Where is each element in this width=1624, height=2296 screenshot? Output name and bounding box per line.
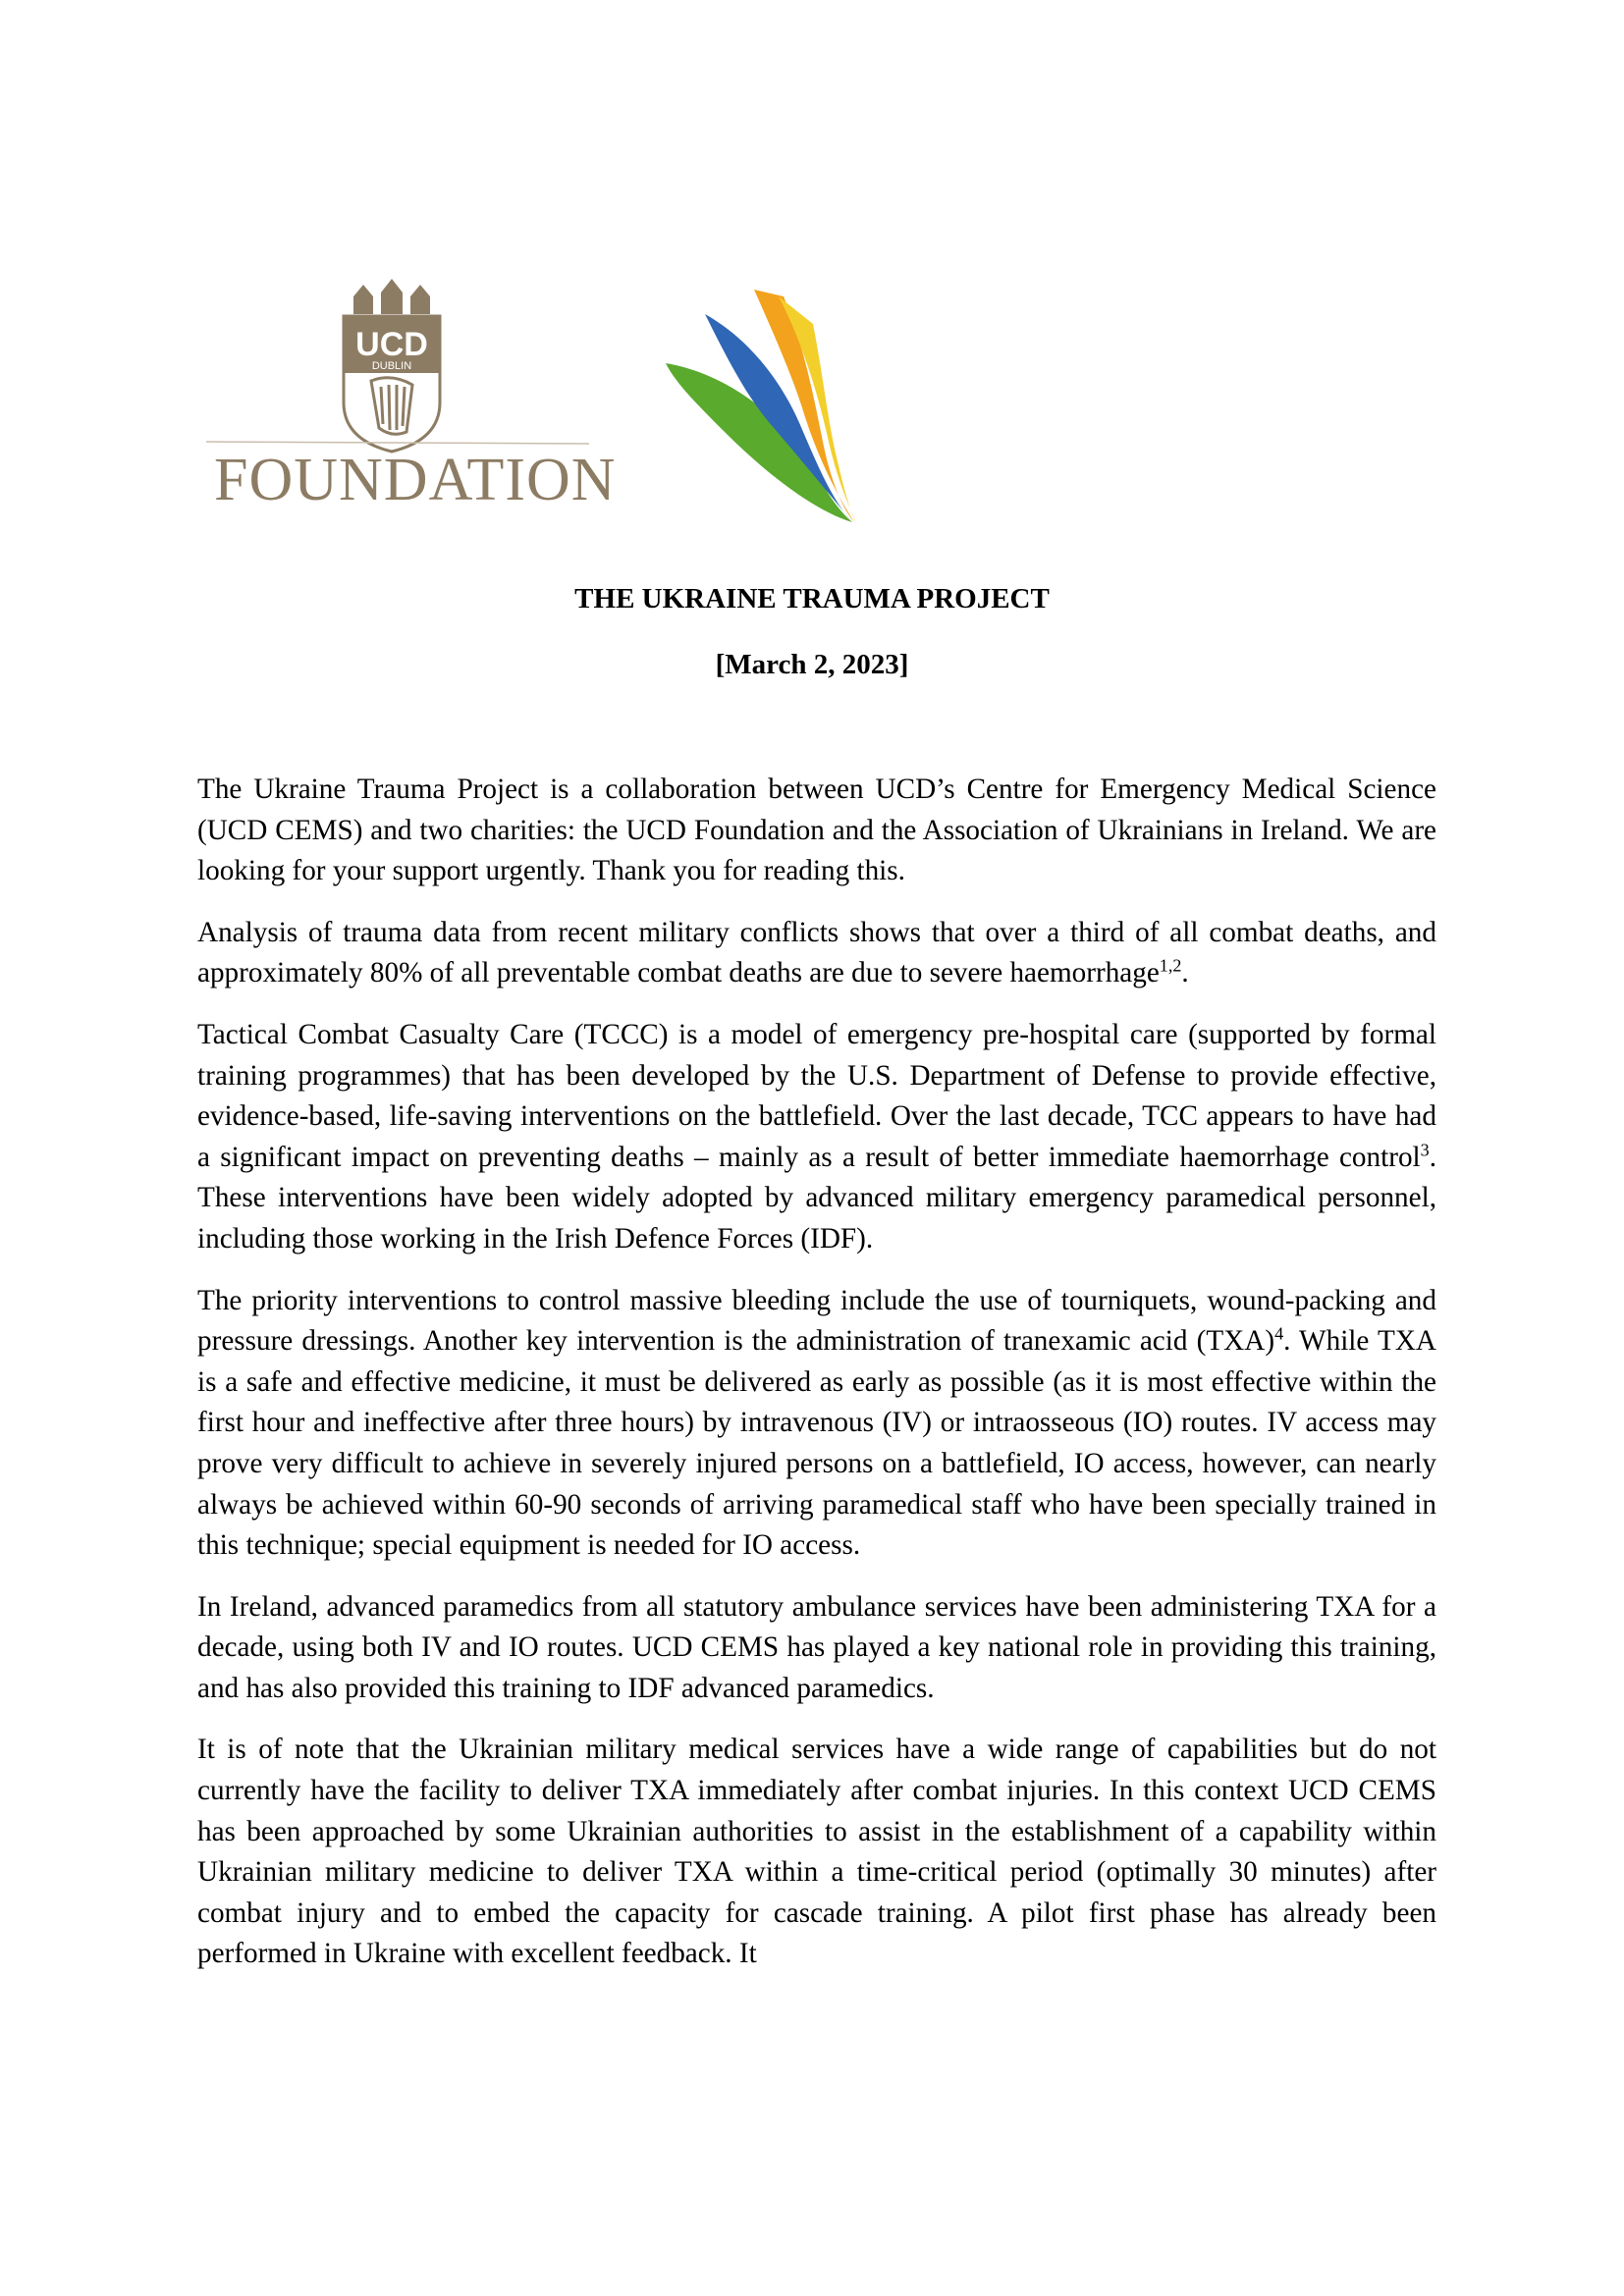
logo-row [206,275,913,540]
paragraph-2 [197,913,1436,994]
paragraph-3-end: . These interventions have been widely adopted by advanced military emergency paramedical personnel, including those working in the Irish Defence Forces (IDF). [197,1141,1436,1255]
footnote-ref-4: 4 [1274,1323,1284,1344]
ukraine-association-logo [656,285,901,530]
footnote-ref-1-2: 1,2 [1159,955,1182,976]
paragraph-3 [197,1015,1436,1260]
paragraph-4-text: The priority interventions to control massive bleeding include the use of tourniquets, wound-packing and pressure dressings. Another key intervention is the administration of tranexamic acid (TXA) [197,1284,1436,1358]
paragraph-3-text: Tactical Combat Casualty Care (TCCC) is a model of emergency pre-hospital care (supported by formal training programmes) that has been developed by the U.S. Department of Defense to provide effective, evidence-based, life-saving interventions on the battlefield. Over the last decade, TCC appears to have had a significant impact on preventing deaths – mainly as a result of better immediate haemorrhage control [197,1018,1436,1173]
document-body [197,770,1436,1996]
paragraph-5: In Ireland, advanced paramedics from all statutory ambulance services have been administering TXA for a decade, using both IV and IO routes. UCD CEMS has played a key national role in providing this training, and has also provided this training to IDF advanced paramedics. [197,1590,1436,1704]
footnote-ref-3: 3 [1420,1140,1430,1160]
ucd-crest-text: UCD [355,326,428,363]
document-date: [March 2, 2023] [715,649,909,680]
paragraph-2-end: . [1181,957,1189,989]
document-title: THE UKRAINE TRAUMA PROJECT [574,583,1050,614]
paragraph-1: The Ukraine Trauma Project is a collaboration between UCD’s Centre for Emergency Medical Science (UCD CEMS) and two charities: the UCD Foundation and the Association of Ukrainians in Ireland. We are looking for your support urgently. Thank you for reading this. [197,774,1436,887]
paragraph-4 [197,1281,1436,1567]
foundation-wordmark: FOUNDATION [214,447,617,513]
paragraph-2-text: Analysis of trauma data from recent military conflicts shows that over a third of all combat deaths, and approximately 80% of all preventable combat deaths are due to severe haemorrhage [197,916,1436,989]
ucd-crest-subtext: DUBLIN [371,360,412,372]
paragraph-6: It is of note that the Ukrainian military medical services have a wide range of capabilities but do not currently have the facility to deliver TXA immediately after combat injuries. In this context UCD CEMS has been approached by some Ukrainian authorities to assist in the establishment of a capability within Ukrainian military medicine to deliver TXA within a time-critical period (optimally 30 minutes) after combat injury and to embed the capacity for cascade training. A pilot first phase has already been performed in Ukraine with excellent feedback. It [197,1734,1436,1970]
paragraph-4-end: . While TXA is a safe and effective medicine, it must be delivered as early as possible (as it is most effective within the first hour and ineffective after three hours) by intravenous (IV) or intraosseous (IO) routes. IV access may prove very difficult to achieve in severely injured persons on a battlefield, IO access, however, can nearly always be achieved within 60-90 seconds of arriving paramedical staff who have been specially trained in this technique; special equipment is needed for IO access. [197,1325,1437,1562]
